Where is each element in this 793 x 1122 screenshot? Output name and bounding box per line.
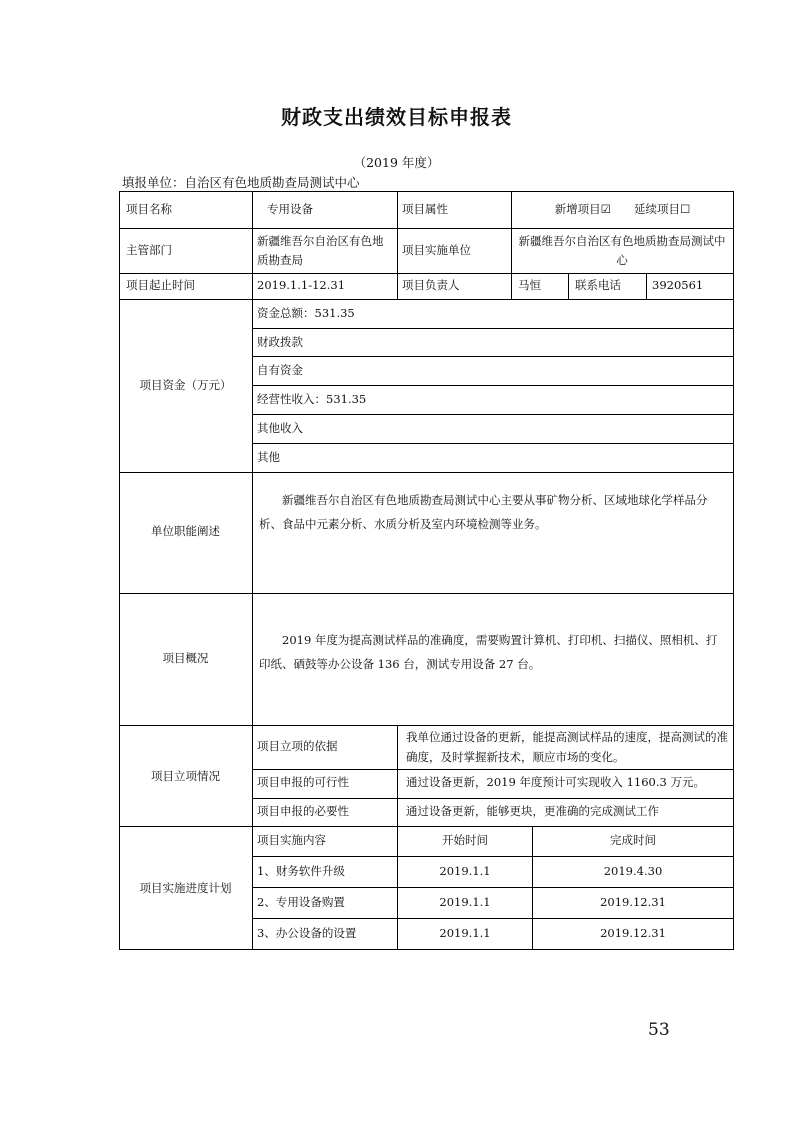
funds-fiscal: 财政拨款 (257, 335, 303, 349)
feasibility-text: 通过设备更新，2019 年度预计可实现收入 1160.3 万元。 (406, 775, 705, 789)
phone-label: 联系电话 (575, 278, 621, 292)
project-leader-value: 马恒 (518, 278, 541, 292)
schedule-row-2-end: 2019.12.31 (600, 895, 666, 909)
project-name-label: 项目名称 (126, 202, 172, 216)
approval-basis-text: 我单位通过设备的更新，能提高测试样品的速度，提高测试的准确度，及时掌握新技术，顺应市场的变化。 (406, 730, 728, 764)
funds-label: 项目资金（万元） (139, 378, 232, 392)
schedule-row-3-start: 2019.1.1 (439, 926, 491, 940)
schedule-row-1-task: 1、财务软件升级 (257, 864, 345, 878)
approval-label: 项目立项情况 (151, 769, 220, 783)
project-overview-label: 项目概况 (162, 651, 209, 665)
page-number: 53 (648, 1020, 670, 1040)
phone-value: 3920561 (652, 278, 704, 292)
funds-other: 其他 (257, 450, 280, 464)
project-leader-label: 项目负责人 (402, 278, 460, 292)
feasibility-label: 项目申报的可行性 (257, 775, 349, 789)
form-title: 财政支出绩效目标申报表 (281, 105, 512, 129)
necessity-text: 通过设备更新，能够更块，更准确的完成测试工作 (406, 804, 659, 818)
implementing-unit-label: 项目实施单位 (402, 243, 471, 257)
fiscal-year: （2019 年度） (353, 155, 440, 170)
funds-other-income: 其他收入 (257, 421, 303, 435)
approval-basis-label: 项目立项的依据 (257, 739, 338, 753)
reporting-unit: 填报单位：自治区有色地质勘查局测试中心 (122, 175, 360, 190)
schedule-header-content: 项目实施内容 (257, 833, 326, 847)
schedule-row-1-start: 2019.1.1 (439, 864, 491, 878)
project-name-value: 专用设备 (267, 202, 313, 216)
schedule-row-1-end: 2019.4.30 (603, 864, 663, 878)
project-attribute-checkboxes: 新增项目☑ 延续项目☐ (554, 202, 691, 216)
unit-function-text: 新疆维吾尔自治区有色地质勘查局测试中心主要从事矿物分析、区域地球化学样品分析、食品中元素分析、水质分析及室内环境检测等业务。 (259, 493, 708, 531)
schedule-row-2-start: 2019.1.1 (439, 895, 491, 909)
project-attribute-label: 项目属性 (402, 202, 448, 216)
project-period-label: 项目起止时间 (126, 278, 195, 292)
supervising-dept-value: 新疆维吾尔自治区有色地质勘查局 (257, 234, 384, 267)
schedule-row-3-end: 2019.12.31 (600, 926, 666, 940)
necessity-label: 项目申报的必要性 (257, 804, 349, 818)
supervising-dept-label: 主管部门 (126, 243, 172, 257)
schedule-label: 项目实施进度计划 (139, 881, 232, 895)
target-form-table (119, 191, 734, 950)
implementing-unit-value: 新疆维吾尔自治区有色地质勘查局测试中心 (518, 234, 726, 267)
schedule-row-2-task: 2、专用设备购置 (257, 895, 345, 909)
unit-function-label: 单位职能阐述 (151, 524, 220, 538)
schedule-header-end: 完成时间 (610, 833, 656, 847)
schedule-row-3-task: 3、办公设备的设置 (257, 926, 357, 940)
funds-total: 资金总额：531.35 (257, 306, 355, 320)
schedule-header-start: 开始时间 (442, 833, 488, 847)
project-overview-text: 2019 年度为提高测试样品的准确度，需要购置计算机、打印机、扫描仪、照相机、打印纸、硒鼓等办公设备 136 台，测试专用设备 27 台。 (259, 633, 718, 671)
project-period-value: 2019.1.1-12.31 (257, 278, 346, 292)
funds-own: 自有资金 (257, 363, 303, 377)
funds-operating: 经营性收入：531.35 (257, 392, 367, 406)
